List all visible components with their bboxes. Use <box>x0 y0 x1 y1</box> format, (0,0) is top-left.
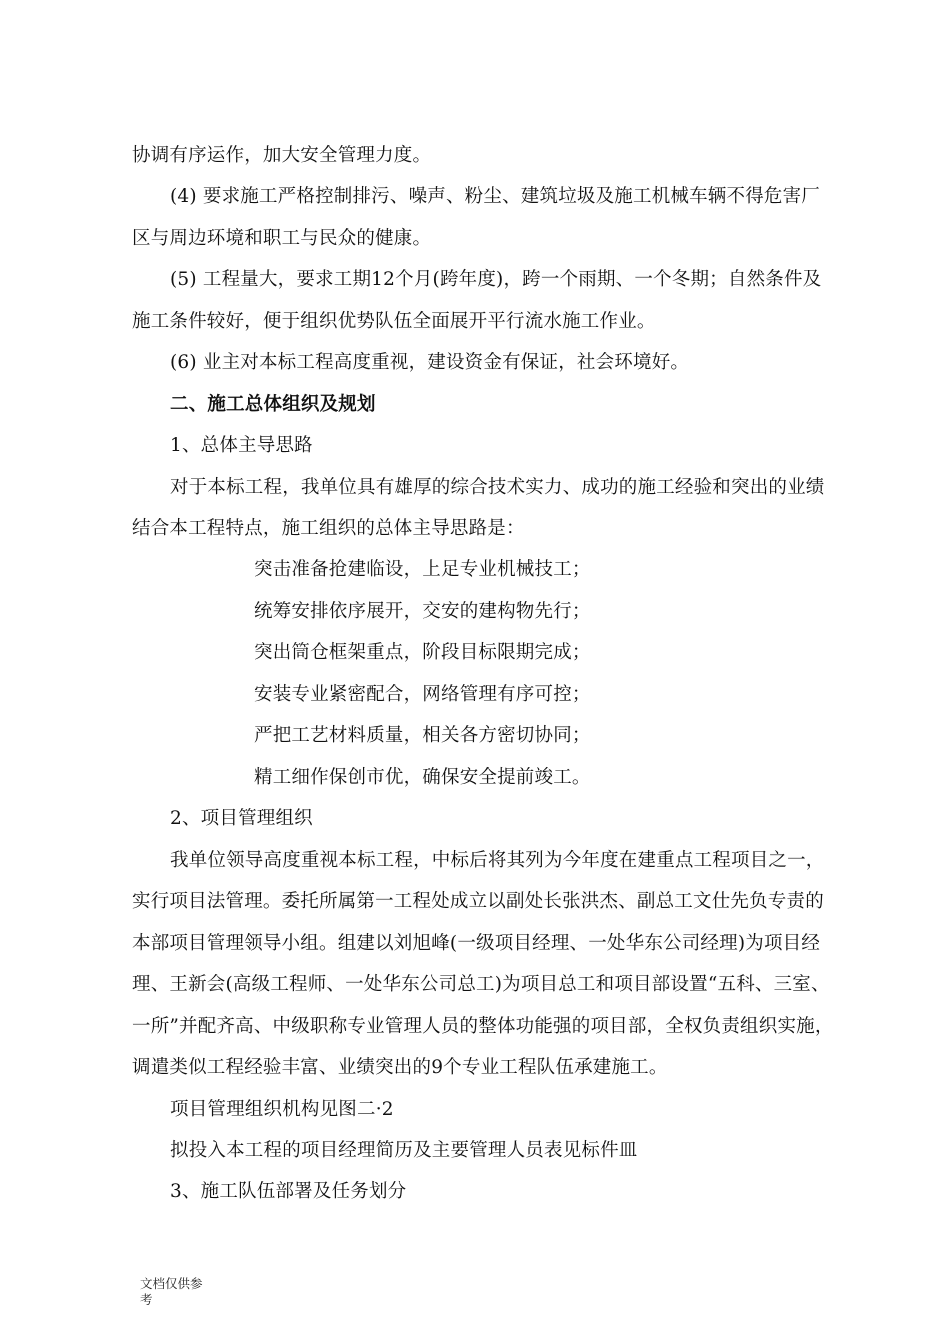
paragraph-line: 本部项目管理领导小组。组建以刘旭峰(一级项目经理、一处华东公司经理)为项目经 <box>132 933 821 954</box>
paragraph-line: 一所”并配齐高、中级职称专业管理人员的整体功能强的项目部，全权负责组织实施， <box>132 1016 834 1037</box>
paragraph-line: 我单位领导高度重视本标工程，中标后将其列为今年度在建重点工程项目之一， <box>170 850 825 871</box>
verse-line: 突出筒仓框架重点，阶段目标限期完成； <box>254 642 591 663</box>
list-item-5: (5) 工程量大，要求工期12个月(跨年度)，跨一个雨期、一个冬期；自然条件及 <box>170 269 822 290</box>
verse-line: 突击准备抢建临设，上足专业机械技工； <box>254 559 591 580</box>
verse-line: 精工细作保创市优，确保安全提前竣工。 <box>254 767 591 788</box>
subsection-heading: 2、项目管理组织 <box>170 808 313 829</box>
list-item-6: (6) 业主对本标工程高度重视，建设资金有保证，社会环境好。 <box>170 352 690 373</box>
paragraph-line: 区与周边环境和职工与民众的健康。 <box>132 228 432 249</box>
list-item-4: (4) 要求施工严格控制排污、噪声、粉尘、建筑垃圾及施工机械车辆不得危害厂 <box>170 186 820 207</box>
subsection-heading: 1、总体主导思路 <box>170 435 313 456</box>
footer-line: 考 <box>140 1292 153 1307</box>
paragraph-line: 调遣类似工程经验丰富、业绩突出的9个专业工程队伍承建施工。 <box>132 1057 668 1078</box>
reference-line: 拟投入本工程的项目经理简历及主要管理人员表见标件皿 <box>170 1140 638 1161</box>
paragraph-line: 施工条件较好，便于组织优势队伍全面展开平行流水施工作业。 <box>132 311 656 332</box>
verse-line: 安装专业紧密配合，网络管理有序可控； <box>254 684 591 705</box>
subsection-heading: 3、施工队伍部署及任务划分 <box>170 1181 407 1202</box>
reference-line: 项目管理组织机构见图二·2 <box>170 1099 394 1120</box>
section-heading: 二、施工总体组织及规划 <box>170 394 376 415</box>
paragraph-line: 结合本工程特点，施工组织的总体主导思路是： <box>132 518 525 539</box>
paragraph-line: 协调有序运作，加大安全管理力度。 <box>132 145 432 166</box>
verse-line: 统筹安排依序展开，交安的建构物先行； <box>254 601 591 622</box>
verse-line: 严把工艺材料质量，相关各方密切协同； <box>254 725 591 746</box>
paragraph-line: 对于本标工程，我单位具有雄厚的综合技术实力、成功的施工经验和突出的业绩 <box>170 477 825 498</box>
page-footer-note <box>140 1276 230 1308</box>
footer-line: 文档仅供参 <box>140 1276 203 1291</box>
paragraph-line: 理、王新会(高级工程师、一处华东公司总工)为项目总工和项目部设置“五科、三室、 <box>132 974 830 995</box>
paragraph-line: 实行项目法管理。委托所属第一工程处成立以副处长张洪杰、副总工文仕先负专责的 <box>132 891 824 912</box>
